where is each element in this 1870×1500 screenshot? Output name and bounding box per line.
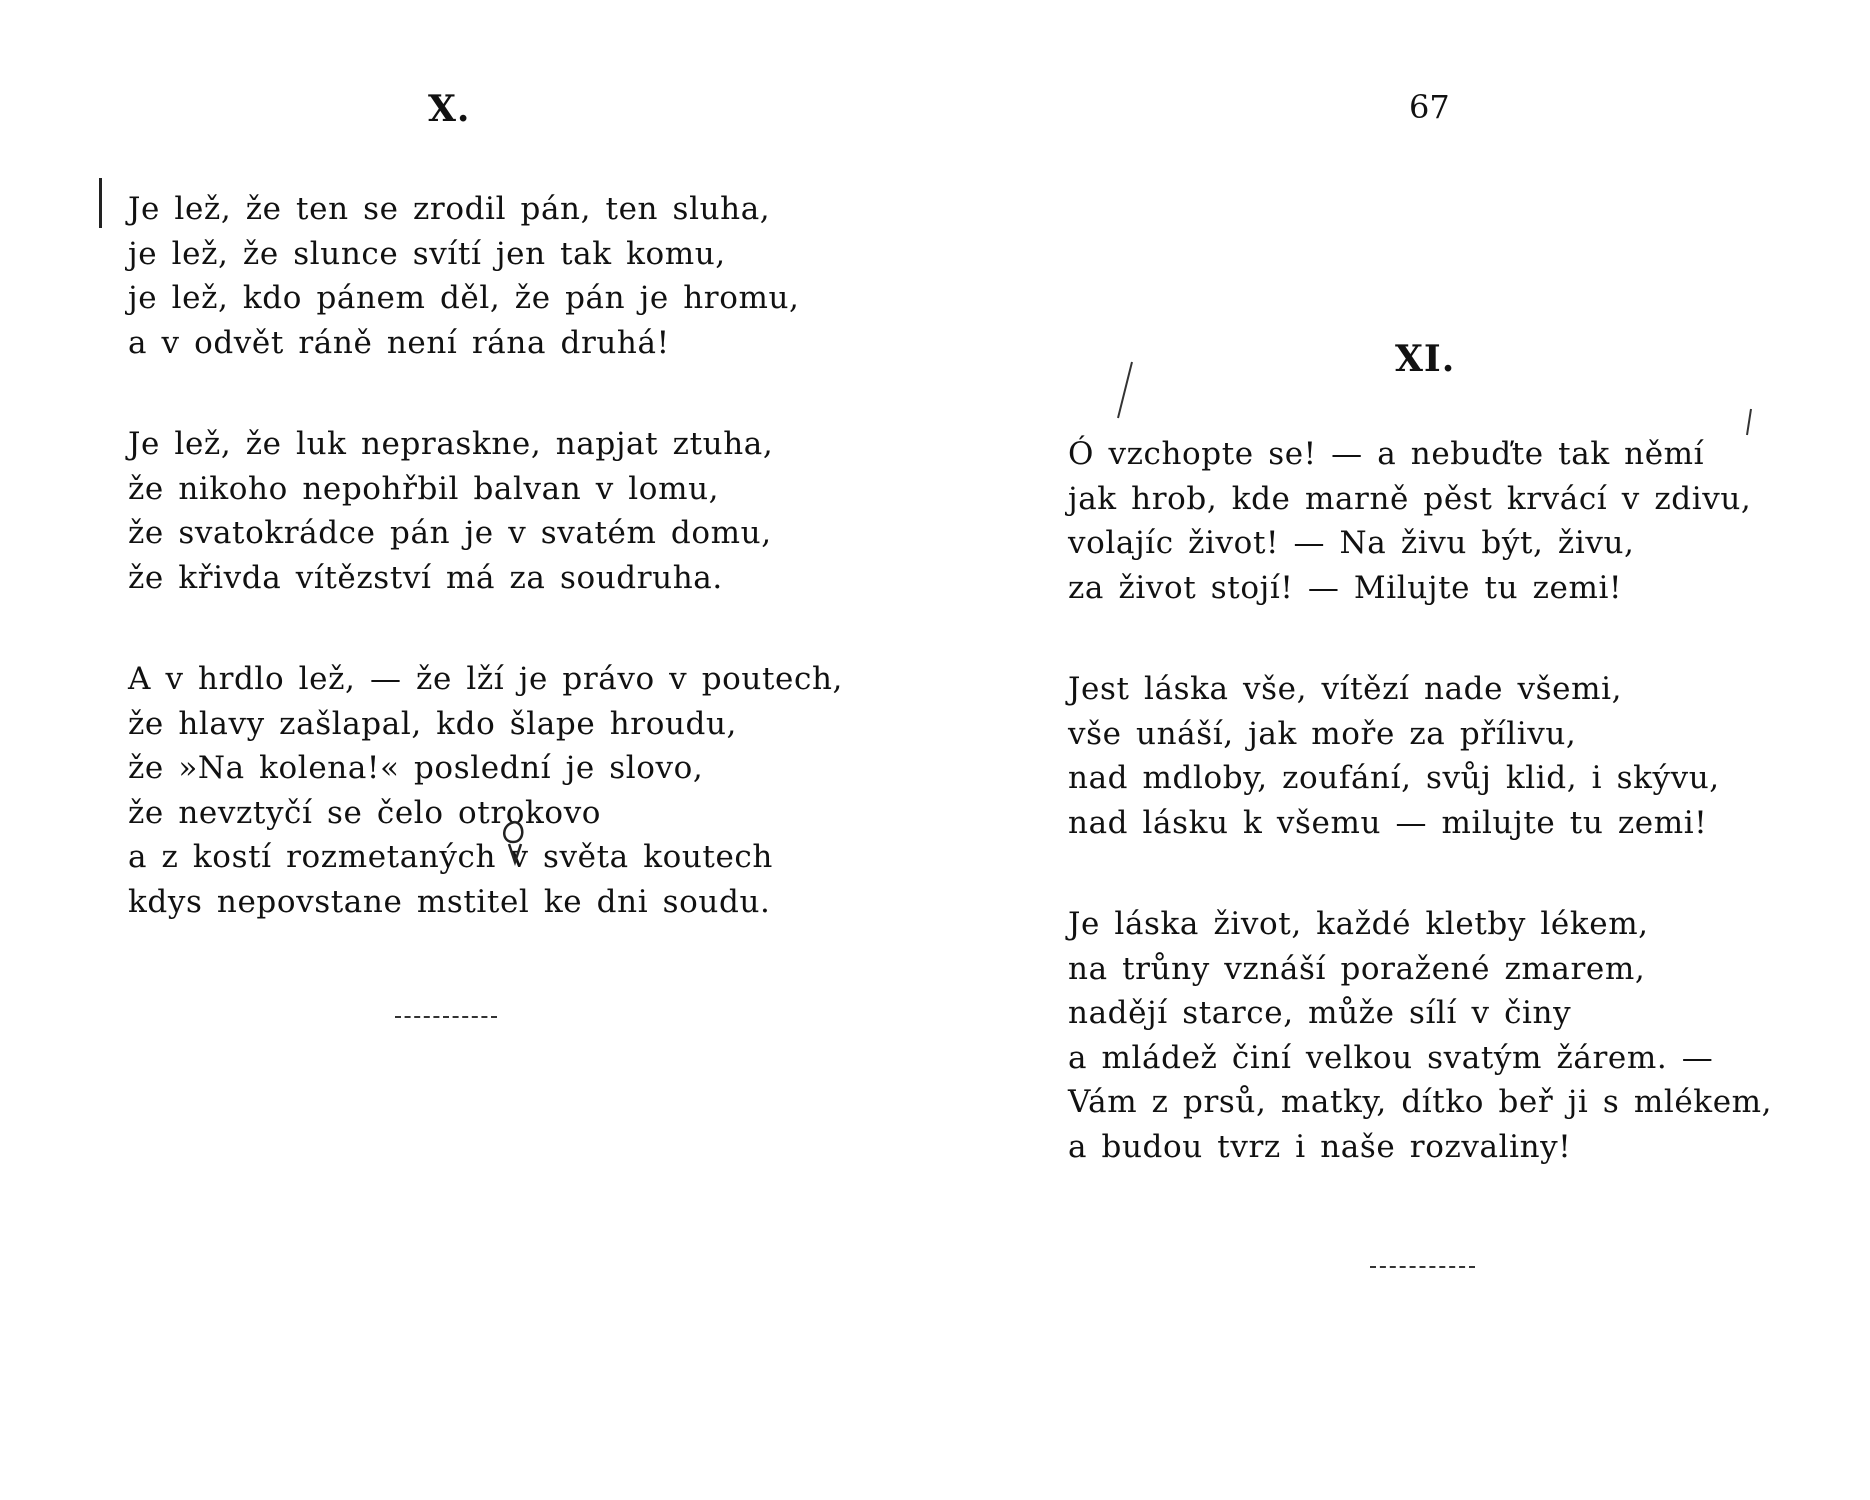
right-page — [935, 0, 1870, 1500]
page-number: 67 — [1409, 88, 1450, 126]
pencil-stroke-mark — [1110, 360, 1140, 420]
stanza-3 — [1068, 902, 1772, 1169]
stanza-1 — [1068, 432, 1751, 610]
verse-line: a v odvět ráně není rána druhá! — [128, 324, 670, 361]
verse-line: že nikoho nepohřbil balvan v lomu, — [128, 470, 720, 507]
verse-line: a z kostí rozmetaných v světa koutech — [128, 839, 773, 875]
verse-line: je lež, že slunce svítí jen tak komu, — [128, 235, 726, 272]
verse-line: že »Na kolena!« poslední je slovo, — [128, 750, 704, 786]
verse-line: Ó vzchopte se! — a nebuďte tak němí — [1068, 436, 1705, 472]
correction-mark — [495, 818, 535, 868]
verse-line: Je láska život, každé kletby lékem, — [1068, 906, 1649, 942]
verse-line: že svatokrádce pán je v svatém domu, — [128, 515, 772, 551]
verse-line: Vám z prsů, matky, dítko beř ji s mlékem, — [1068, 1084, 1773, 1120]
verse-line: a mládež činí velkou svatým žárem. — — [1068, 1039, 1714, 1076]
verse-line: na trůny vznáší poražené zmarem, — [1068, 950, 1646, 987]
verse-line: jak hrob, kde marně pěst krvácí v zdivu, — [1068, 480, 1752, 517]
section-title-xi: XI. — [1395, 338, 1456, 380]
verse-line: nadějí starce, může sílí v činy — [1068, 995, 1572, 1031]
verse-line: kdys nepovstane mstitel ke dni soudu. — [128, 883, 771, 920]
verse-line: že křivda vítězství má za soudruha. — [128, 559, 723, 596]
margin-bar-mark — [99, 178, 102, 228]
verse-line: že nevztyčí se čelo otrokovo — [128, 794, 602, 831]
verse-line: Jest láska vše, vítězí nade všemi, — [1068, 671, 1623, 707]
verse-line: nad mdloby, zoufání, svůj klid, i skývu, — [1068, 760, 1720, 796]
verse-line: za život stojí! — Milujte tu zemi! — [1068, 569, 1623, 606]
section-title-x: X. — [428, 88, 471, 130]
verse-line: Je lež, že ten se zrodil pán, ten sluha, — [128, 191, 771, 227]
stanza-1 — [128, 187, 800, 365]
verse-line: nad lásku k všemu — milujte tu zemi! — [1068, 804, 1708, 841]
verse-line: že hlavy zašlapal, kdo šlape hroudu, — [128, 705, 738, 742]
verse-line: je lež, kdo pánem děl, že pán je hromu, — [128, 280, 800, 316]
section-end-rule — [395, 1016, 497, 1018]
stanza-3 — [128, 657, 843, 924]
verse-line: vše unáší, jak moře za přílivu, — [1068, 715, 1577, 752]
verse-line: a budou tvrz i naše rozvaliny! — [1068, 1128, 1572, 1165]
verse-line: A v hrdlo lež, — že lží je právo v poutech, — [128, 661, 843, 697]
stanza-2 — [128, 422, 773, 600]
stanza-2 — [1068, 667, 1720, 845]
verse-line: volajíc život! — Na živu být, živu, — [1068, 525, 1635, 561]
section-end-rule — [1370, 1266, 1475, 1268]
verse-line: Je lež, že luk nepraskne, napjat ztuha, — [128, 426, 774, 462]
